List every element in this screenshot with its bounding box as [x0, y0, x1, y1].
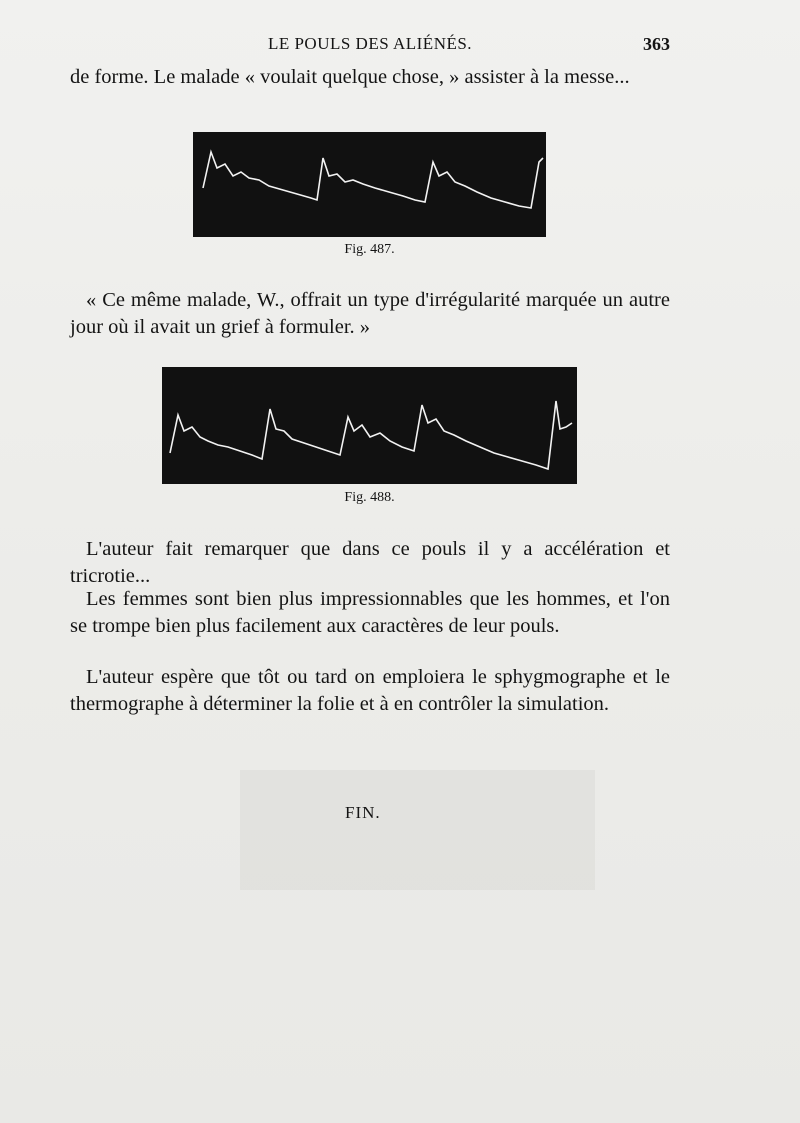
show-through-shadow	[240, 770, 595, 890]
figure-487-caption: Fig. 487.	[344, 242, 395, 257]
pulse-trace-figure-487	[193, 132, 546, 237]
paragraph-2: « Ce même malade, W., offrait un type d'irrégularité marquée un autre jour où il avait un grief à formuler. »	[70, 289, 670, 338]
figure-488-caption: Fig. 488.	[344, 490, 395, 505]
pulse-trace-487-svg	[193, 132, 546, 237]
page-number: 363	[643, 34, 670, 54]
paragraph-5: L'auteur espère que tôt ou tard on emploiera le sphygmographe et le thermographe à déterminer la folie et à en contrôler la simulation.	[70, 666, 670, 715]
pulse-trace-figure-488	[162, 367, 577, 484]
end-mark: FIN.	[345, 803, 381, 822]
paragraph-1: de forme. Le malade « voulait quelque chose, » assister à la messe...	[70, 66, 630, 88]
paragraph-3: L'auteur fait remarquer que dans ce pouls il y a accélération et tricrotie...	[70, 538, 670, 587]
running-head	[70, 34, 670, 58]
pulse-trace-488-svg	[162, 367, 577, 484]
running-title: LE POULS DES ALIÉNÉS.	[267, 34, 473, 53]
paragraph-4: Les femmes sont bien plus impressionnables que les hommes, et l'on se trompe bien plus facilement aux caractères de leur pouls.	[70, 588, 670, 637]
